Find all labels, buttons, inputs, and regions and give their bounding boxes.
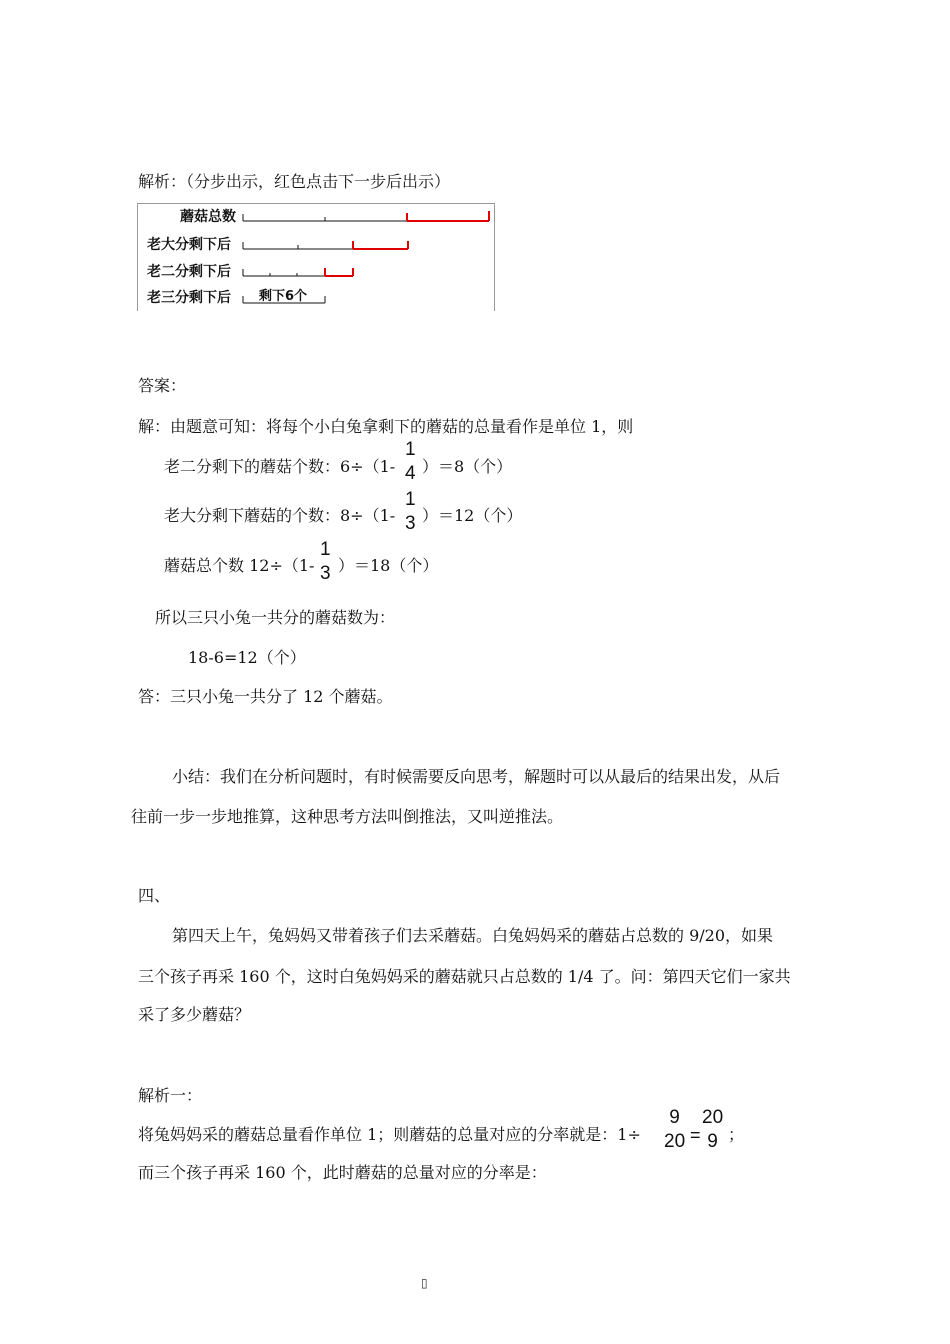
diagram-label-after-eldest: 老大分剩下后 [147,237,231,253]
diagram-label-after-third: 老三分剩下后 [147,290,231,306]
step2-post: ）＝12（个） [422,506,523,525]
summary-line-1: 小结：我们在分析问题时，有时候需要反向思考，解题时可以从最后的结果出发，从后 [172,767,781,786]
step1-pre: 老二分剩下的蘑菇个数：6÷（1- [164,457,396,476]
diagram-label-total: 蘑菇总数 [180,209,236,225]
page-footer-mark: ▯ [421,1276,428,1290]
step2-fraction [405,490,416,534]
fraction-denominator: 20 [664,1131,686,1152]
fraction-denominator: 3 [405,513,416,534]
section-heading-4: 四、 [138,886,171,905]
answer-intro: 解：由题意可知：将每个小白兔拿剩下的蘑菇的总量看作是单位 1，则 [138,417,634,436]
step2-pre: 老大分剩下蘑菇的个数：8÷（1- [164,506,396,525]
step1-post: ）＝8（个） [422,457,513,476]
so-line: 所以三只小兔一共分的蘑菇数为： [155,608,396,627]
diagram-segments [137,203,495,311]
section4-paragraph-line-3: 采了多少蘑菇？ [138,1005,251,1024]
analysis1-line-2: 而三个孩子再采 160 个，此时蘑菇的总量对应的分率是： [138,1163,547,1182]
fraction-denominator: 4 [405,463,416,484]
analysis1-heading: 解析一： [138,1086,203,1105]
fraction-numerator: 9 [669,1107,680,1128]
analysis1-fraction-2 [702,1108,723,1152]
fraction-numerator: 1 [320,539,331,560]
analysis1-fraction-1 [664,1108,685,1152]
analysis1-line1-pre: 将兔妈妈采的蘑菇总量看作单位 1；则蘑菇的总量对应的分率就是：1÷ [138,1125,641,1144]
summary-line-2: 往前一步一步地推算，这种思考方法叫倒推法，又叫逆推法。 [131,807,564,826]
step1-fraction [405,440,416,484]
section4-paragraph-line-2: 三个孩子再采 160 个，这时白兔妈妈采的蘑菇就只占总数的 1/4 了。问：第四天它们一家共 [138,967,791,986]
analysis1-equals: = [690,1125,701,1145]
step3-post: ）＝18（个） [338,556,439,575]
fraction-denominator: 9 [707,1131,718,1152]
section4-paragraph-line-1: 第四天上午，兔妈妈又带着孩子们去采蘑菇。白兔妈妈采的蘑菇占总数的 9/20，如果 [172,926,774,945]
fraction-numerator: 20 [702,1107,724,1128]
line-segment-diagram [137,203,495,311]
step3-pre: 蘑菇总个数 12÷（1- [164,556,315,575]
calc-line: 18-6=12（个） [188,648,306,667]
answer-heading: 答案： [138,376,187,395]
segment-row-total [243,211,489,221]
fraction-denominator: 3 [320,563,331,584]
segment-row-after-eldest [243,241,408,249]
fraction-numerator: 1 [405,439,416,460]
analysis1-line1-post: ； [728,1125,745,1144]
final-answer: 答：三只小兔一共分了 12 个蘑菇。 [138,687,393,706]
analysis-heading: 解析：（分步出示，红色点击下一步后出示） [138,172,451,191]
diagram-remaining-label: 剩下6个 [259,289,308,304]
segment-row-after-second [243,268,353,276]
fraction-numerator: 1 [405,489,416,510]
diagram-label-after-second: 老二分剩下后 [147,264,231,280]
step3-fraction [320,540,331,584]
